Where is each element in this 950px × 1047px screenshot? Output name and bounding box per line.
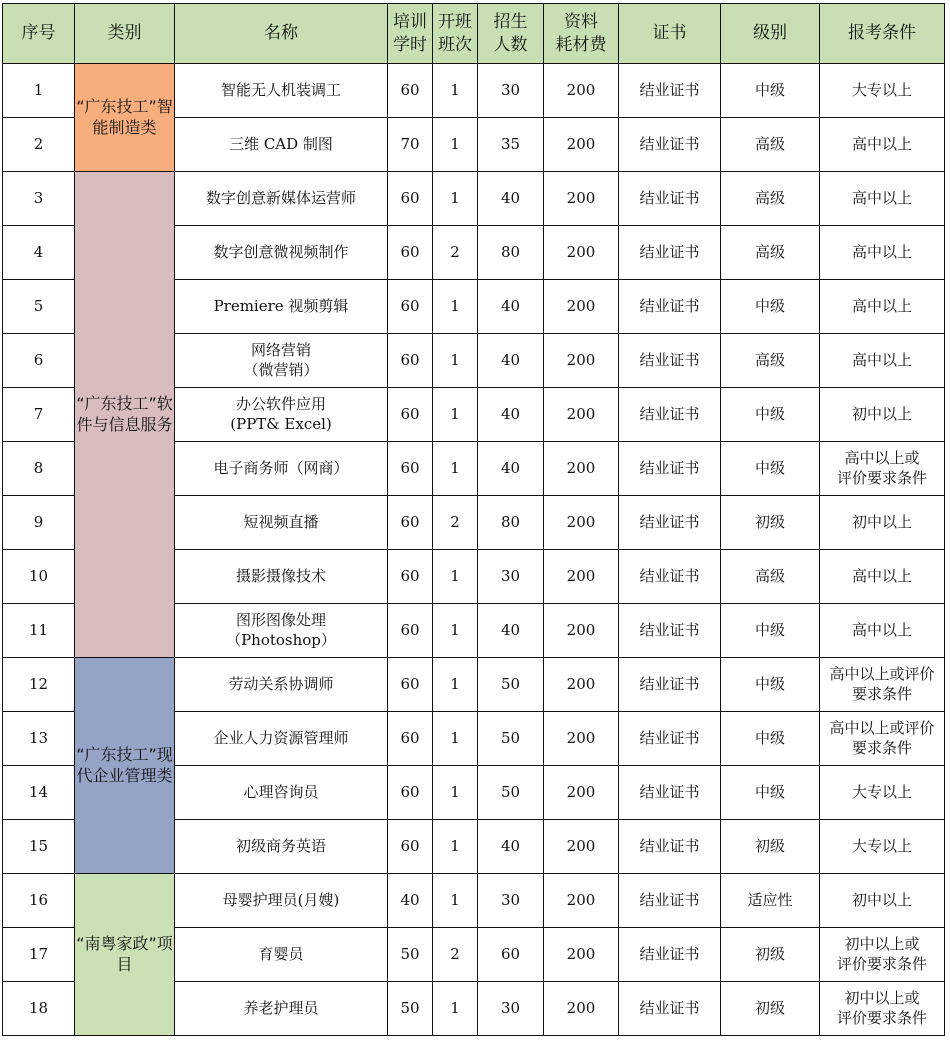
course-name: 摄影摄像技术 — [175, 550, 388, 604]
level: 高级 — [721, 172, 820, 226]
level: 中级 — [721, 604, 820, 658]
requirement: 大专以上 — [820, 64, 945, 118]
table-row — [3, 874, 945, 928]
certificate: 结业证书 — [619, 442, 721, 496]
header-fee: 资料 耗材费 — [544, 4, 619, 64]
material-fee: 200 — [544, 334, 619, 388]
material-fee: 200 — [544, 550, 619, 604]
certificate: 结业证书 — [619, 172, 721, 226]
training-hours: 60 — [388, 64, 433, 118]
certificate: 结业证书 — [619, 982, 721, 1036]
course-name: 劳动关系协调师 — [175, 658, 388, 712]
certificate: 结业证书 — [619, 64, 721, 118]
certificate: 结业证书 — [619, 496, 721, 550]
header-hours: 培训 学时 — [388, 4, 433, 64]
requirement: 高中以上 — [820, 226, 945, 280]
requirement: 高中以上或评价 要求条件 — [820, 658, 945, 712]
training-hours: 60 — [388, 820, 433, 874]
training-hours: 60 — [388, 172, 433, 226]
training-hours: 50 — [388, 928, 433, 982]
training-hours: 60 — [388, 658, 433, 712]
level: 初级 — [721, 928, 820, 982]
header-no: 序号 — [3, 4, 75, 64]
enrollment-count: 30 — [478, 982, 544, 1036]
category-cell: “南粤家政”项目 — [75, 874, 175, 1036]
level: 初级 — [721, 982, 820, 1036]
course-name: 网络营销 （微营销） — [175, 334, 388, 388]
material-fee: 200 — [544, 442, 619, 496]
certificate: 结业证书 — [619, 658, 721, 712]
course-name: 图形图像处理 （Photoshop） — [175, 604, 388, 658]
row-number: 3 — [3, 172, 75, 226]
header-category: 类别 — [75, 4, 175, 64]
level: 高级 — [721, 226, 820, 280]
requirement: 初中以上 — [820, 496, 945, 550]
header-enroll: 招生 人数 — [478, 4, 544, 64]
material-fee: 200 — [544, 766, 619, 820]
certificate: 结业证书 — [619, 766, 721, 820]
class-count: 1 — [433, 388, 478, 442]
row-number: 6 — [3, 334, 75, 388]
row-number: 8 — [3, 442, 75, 496]
enrollment-count: 40 — [478, 388, 544, 442]
level: 初级 — [721, 496, 820, 550]
enrollment-count: 40 — [478, 442, 544, 496]
training-hours: 60 — [388, 388, 433, 442]
certificate: 结业证书 — [619, 712, 721, 766]
material-fee: 200 — [544, 280, 619, 334]
enrollment-count: 50 — [478, 766, 544, 820]
level: 初级 — [721, 820, 820, 874]
course-name: 三维 CAD 制图 — [175, 118, 388, 172]
requirement: 大专以上 — [820, 820, 945, 874]
certificate: 结业证书 — [619, 820, 721, 874]
category-cell: “广东技工”智能制造类 — [75, 64, 175, 172]
course-name: 母婴护理员(月嫂) — [175, 874, 388, 928]
enrollment-count: 30 — [478, 550, 544, 604]
class-count: 1 — [433, 820, 478, 874]
course-name: 养老护理员 — [175, 982, 388, 1036]
enrollment-count: 80 — [478, 496, 544, 550]
enrollment-count: 35 — [478, 118, 544, 172]
class-count: 1 — [433, 334, 478, 388]
requirement: 初中以上 — [820, 388, 945, 442]
requirement: 初中以上或 评价要求条件 — [820, 928, 945, 982]
course-name: Premiere 视频剪辑 — [175, 280, 388, 334]
certificate: 结业证书 — [619, 388, 721, 442]
class-count: 1 — [433, 280, 478, 334]
level: 中级 — [721, 442, 820, 496]
row-number: 13 — [3, 712, 75, 766]
material-fee: 200 — [544, 172, 619, 226]
course-name: 办公软件应用 (PPT& Excel) — [175, 388, 388, 442]
material-fee: 200 — [544, 982, 619, 1036]
requirement: 高中以上 — [820, 280, 945, 334]
requirement: 高中以上 — [820, 604, 945, 658]
course-name: 短视频直播 — [175, 496, 388, 550]
certificate: 结业证书 — [619, 118, 721, 172]
course-name: 智能无人机装调工 — [175, 64, 388, 118]
requirement: 高中以上 — [820, 550, 945, 604]
material-fee: 200 — [544, 712, 619, 766]
class-count: 1 — [433, 442, 478, 496]
certificate: 结业证书 — [619, 280, 721, 334]
header-cert: 证书 — [619, 4, 721, 64]
level: 中级 — [721, 64, 820, 118]
material-fee: 200 — [544, 64, 619, 118]
training-hours: 60 — [388, 766, 433, 820]
level: 中级 — [721, 712, 820, 766]
row-number: 2 — [3, 118, 75, 172]
row-number: 4 — [3, 226, 75, 280]
enrollment-count: 40 — [478, 604, 544, 658]
enrollment-count: 50 — [478, 712, 544, 766]
class-count: 2 — [433, 226, 478, 280]
header-classes: 开班 班次 — [433, 4, 478, 64]
training-hours: 60 — [388, 604, 433, 658]
header-row — [3, 4, 945, 64]
row-number: 10 — [3, 550, 75, 604]
certificate: 结业证书 — [619, 604, 721, 658]
class-count: 1 — [433, 550, 478, 604]
row-number: 11 — [3, 604, 75, 658]
category-cell: “广东技工”现代企业管理类 — [75, 658, 175, 874]
level: 中级 — [721, 766, 820, 820]
enrollment-count: 40 — [478, 172, 544, 226]
category-cell: “广东技工”软件与信息服务 — [75, 172, 175, 658]
row-number: 5 — [3, 280, 75, 334]
requirement: 高中以上 — [820, 118, 945, 172]
enrollment-count: 40 — [478, 280, 544, 334]
row-number: 12 — [3, 658, 75, 712]
level: 高级 — [721, 550, 820, 604]
class-count: 1 — [433, 712, 478, 766]
course-name: 企业人力资源管理师 — [175, 712, 388, 766]
material-fee: 200 — [544, 388, 619, 442]
certificate: 结业证书 — [619, 874, 721, 928]
material-fee: 200 — [544, 928, 619, 982]
row-number: 16 — [3, 874, 75, 928]
table-row — [3, 172, 945, 226]
enrollment-count: 50 — [478, 658, 544, 712]
enrollment-count: 30 — [478, 874, 544, 928]
course-name: 心理咨询员 — [175, 766, 388, 820]
requirement: 高中以上 — [820, 334, 945, 388]
course-name: 数字创意新媒体运营师 — [175, 172, 388, 226]
class-count: 1 — [433, 766, 478, 820]
material-fee: 200 — [544, 658, 619, 712]
class-count: 2 — [433, 928, 478, 982]
course-name: 初级商务英语 — [175, 820, 388, 874]
material-fee: 200 — [544, 118, 619, 172]
training-hours: 60 — [388, 496, 433, 550]
table-row — [3, 658, 945, 712]
header-req: 报考条件 — [820, 4, 945, 64]
course-name: 电子商务师（网商） — [175, 442, 388, 496]
certificate: 结业证书 — [619, 550, 721, 604]
table-body — [3, 64, 945, 1036]
training-hours: 60 — [388, 712, 433, 766]
class-count: 1 — [433, 118, 478, 172]
class-count: 1 — [433, 874, 478, 928]
requirement: 高中以上或评价 要求条件 — [820, 712, 945, 766]
material-fee: 200 — [544, 226, 619, 280]
material-fee: 200 — [544, 604, 619, 658]
row-number: 14 — [3, 766, 75, 820]
training-hours: 50 — [388, 982, 433, 1036]
level: 适应性 — [721, 874, 820, 928]
class-count: 1 — [433, 658, 478, 712]
level: 中级 — [721, 658, 820, 712]
requirement: 大专以上 — [820, 766, 945, 820]
certificate: 结业证书 — [619, 928, 721, 982]
course-name: 育婴员 — [175, 928, 388, 982]
header-level: 级别 — [721, 4, 820, 64]
enrollment-count: 40 — [478, 334, 544, 388]
training-hours: 40 — [388, 874, 433, 928]
enrollment-count: 60 — [478, 928, 544, 982]
row-number: 15 — [3, 820, 75, 874]
row-number: 9 — [3, 496, 75, 550]
material-fee: 200 — [544, 874, 619, 928]
enrollment-count: 80 — [478, 226, 544, 280]
training-hours: 60 — [388, 280, 433, 334]
requirement: 高中以上 — [820, 172, 945, 226]
level: 中级 — [721, 388, 820, 442]
enrollment-count: 30 — [478, 64, 544, 118]
row-number: 7 — [3, 388, 75, 442]
training-hours: 70 — [388, 118, 433, 172]
enrollment-count: 40 — [478, 820, 544, 874]
header-name: 名称 — [175, 4, 388, 64]
row-number: 17 — [3, 928, 75, 982]
course-name: 数字创意微视频制作 — [175, 226, 388, 280]
training-hours: 60 — [388, 442, 433, 496]
material-fee: 200 — [544, 820, 619, 874]
requirement: 初中以上或 评价要求条件 — [820, 982, 945, 1036]
certificate: 结业证书 — [619, 226, 721, 280]
training-hours: 60 — [388, 334, 433, 388]
requirement: 初中以上 — [820, 874, 945, 928]
level: 中级 — [721, 280, 820, 334]
course-table — [2, 3, 945, 1036]
row-number: 18 — [3, 982, 75, 1036]
class-count: 1 — [433, 64, 478, 118]
class-count: 1 — [433, 604, 478, 658]
requirement: 高中以上或 评价要求条件 — [820, 442, 945, 496]
material-fee: 200 — [544, 496, 619, 550]
class-count: 1 — [433, 172, 478, 226]
class-count: 1 — [433, 982, 478, 1036]
level: 高级 — [721, 118, 820, 172]
table-row — [3, 64, 945, 118]
training-hours: 60 — [388, 226, 433, 280]
level: 高级 — [721, 334, 820, 388]
class-count: 2 — [433, 496, 478, 550]
training-hours: 60 — [388, 550, 433, 604]
certificate: 结业证书 — [619, 334, 721, 388]
row-number: 1 — [3, 64, 75, 118]
